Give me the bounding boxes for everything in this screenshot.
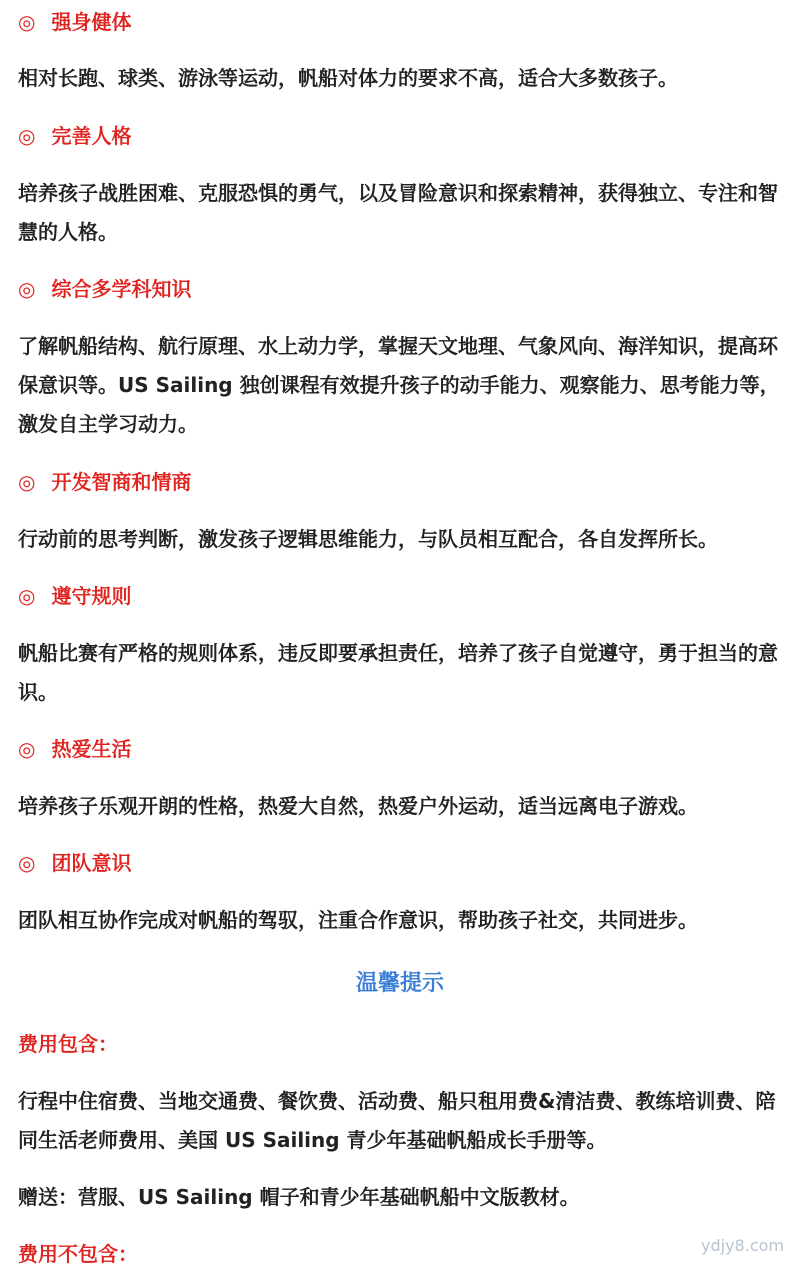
section-text: 了解帆船结构、航行原理、水上动力学，掌握天文地理、气象风向、海洋知识，提高环保意识等。US Sailing 独创课程有效提升孩子的动手能力、观察能力、思考能力等，激发自主学习动力。 — [18, 334, 780, 436]
section-title: 团队意识 — [51, 851, 132, 875]
section-heading — [18, 468, 782, 496]
section-heading — [18, 122, 782, 150]
gift-text: 赠送：营服、US Sailing 帽子和青少年基础帆船中文版教材。 — [18, 1185, 580, 1209]
tips-title: 温馨提示 — [355, 971, 444, 996]
circle-icon: ◎ — [18, 584, 36, 608]
section-3 — [18, 275, 782, 303]
section-text: 相对长跑、球类、游泳等运动，帆船对体力的要求不高，适合大多数孩子。 — [18, 66, 678, 90]
circle-icon: ◎ — [18, 737, 36, 761]
section-heading — [18, 849, 782, 877]
watermark: ydjy8.com — [701, 1236, 784, 1255]
section-5 — [18, 582, 782, 610]
gift-body — [18, 1178, 782, 1217]
section-2-body — [18, 174, 782, 252]
circle-icon: ◎ — [18, 470, 36, 494]
section-title: 开发智商和情商 — [51, 470, 192, 494]
section-text: 团队相互协作完成对帆船的驾驭，注重合作意识，帮助孩子社交，共同进步。 — [18, 908, 698, 932]
section-7-body — [18, 901, 782, 940]
section-1 — [18, 8, 782, 36]
section-title: 热爱生活 — [51, 737, 132, 761]
fee-included-label: 费用包含： — [18, 1032, 118, 1056]
fee-included-text: 行程中住宿费、当地交通费、餐饮费、活动费、船只租用费&清洁费、教练培训费、陪同生活老师费用、美国 US Sailing 青少年基础帆船成长手册等。 — [18, 1089, 776, 1152]
section-title: 遵守规则 — [51, 584, 132, 608]
fee-excluded-label: 费用不包含： — [18, 1242, 138, 1266]
section-5-body — [18, 634, 782, 712]
section-title: 完善人格 — [51, 124, 132, 148]
section-heading — [18, 275, 782, 303]
section-heading — [18, 582, 782, 610]
section-6 — [18, 735, 782, 763]
circle-icon: ◎ — [18, 124, 36, 148]
section-1-body — [18, 59, 782, 98]
circle-icon: ◎ — [18, 277, 36, 301]
section-text: 行动前的思考判断，激发孩子逻辑思维能力，与队员相互配合，各自发挥所长。 — [18, 527, 718, 551]
section-heading — [18, 8, 782, 36]
section-3-body — [18, 327, 782, 444]
fee-excluded-heading — [18, 1238, 782, 1267]
circle-icon: ◎ — [18, 851, 36, 875]
section-7 — [18, 849, 782, 877]
section-2 — [18, 122, 782, 150]
section-6-body — [18, 787, 782, 826]
section-4 — [18, 468, 782, 496]
section-title: 综合多学科知识 — [51, 277, 192, 301]
circle-icon: ◎ — [18, 10, 36, 34]
fee-included-body — [18, 1082, 782, 1160]
section-text: 培养孩子乐观开朗的性格，热爱大自然，热爱户外运动，适当远离电子游戏。 — [18, 794, 698, 818]
section-text: 培养孩子战胜困难、克服恐惧的勇气，以及冒险意识和探索精神，获得独立、专注和智慧的人格。 — [18, 181, 778, 244]
fee-included-heading — [18, 1028, 782, 1057]
section-heading — [18, 735, 782, 763]
section-4-body — [18, 520, 782, 559]
section-text: 帆船比赛有严格的规则体系，违反即要承担责任，培养了孩子自觉遵守，勇于担当的意识。 — [18, 641, 778, 704]
section-title: 强身健体 — [51, 10, 132, 34]
